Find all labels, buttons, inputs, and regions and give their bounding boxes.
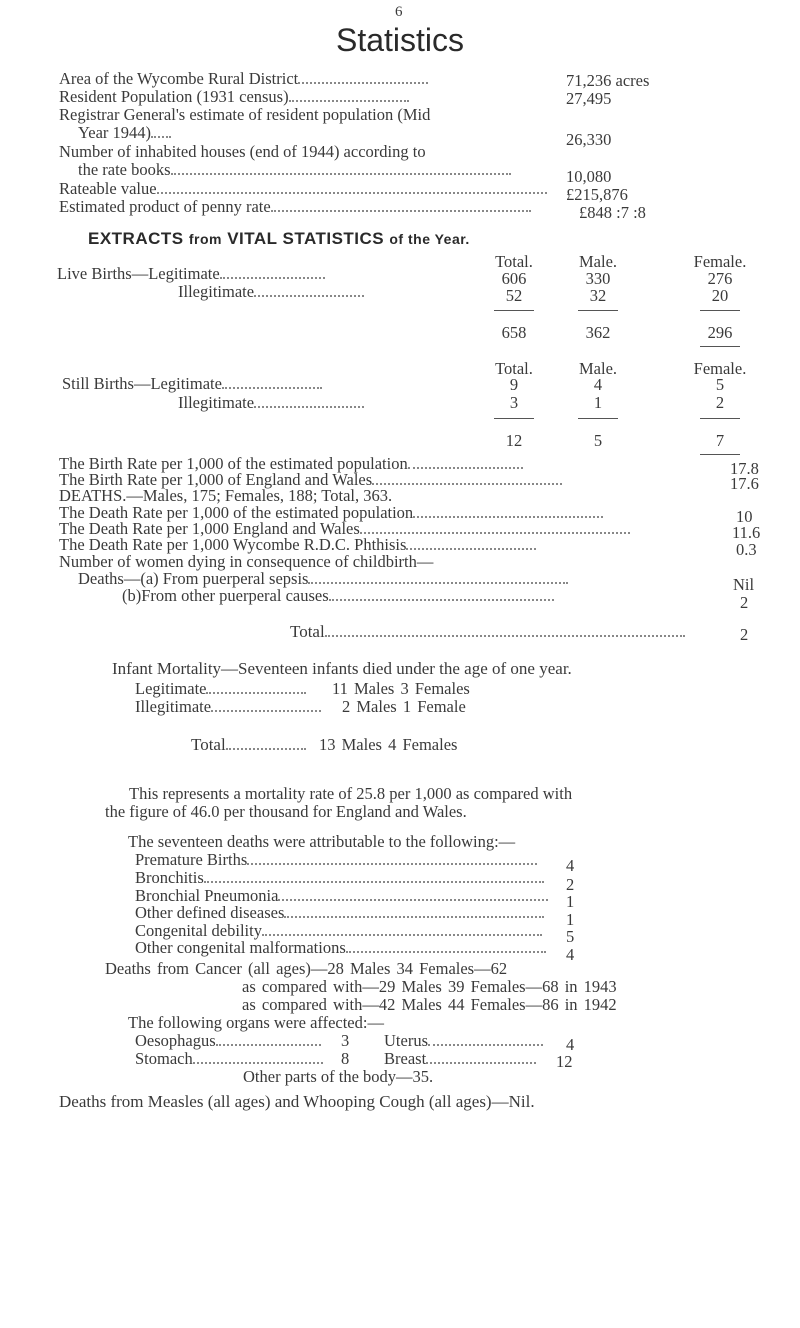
live-legit-label: Live Births—Legitimate <box>57 265 325 283</box>
death-rate-phthisis-label: The Death Rate per 1,000 Wycombe R.D.C. Phthisis <box>59 536 536 554</box>
live-illegit-male: 32 <box>589 286 607 305</box>
live-illegit-label: Illegitimate <box>178 283 364 301</box>
infant-total-value: 13 Males 4 Females <box>319 735 458 754</box>
live-rule-total <box>494 310 534 311</box>
still-total-total: 12 <box>505 431 523 450</box>
live-total-total: 658 <box>501 323 527 342</box>
birth-rate-estimated-label: The Birth Rate per 1,000 of the estimated population <box>59 455 523 473</box>
still-illegit-label: Illegitimate <box>178 394 364 412</box>
still-total-female: 7 <box>715 431 725 450</box>
cause-bronchitis-value: 2 <box>566 875 575 894</box>
live-illegit-female: 20 <box>711 286 729 305</box>
cause-bronchitis-label: Bronchitis <box>135 869 544 887</box>
infant-illegit-value: 2 Males 1 Female <box>342 697 466 716</box>
still-rule-male <box>578 418 618 419</box>
organ-oesophagus-label: Oesophagus <box>135 1032 321 1050</box>
death-rate-phthisis-value: 0.3 <box>736 540 757 559</box>
other-puerperal-value: 2 <box>740 593 749 612</box>
infant-intro: Infant Mortality—Seventeen infants died under the age of one year. <box>112 659 572 678</box>
houses-label-line2: the rate books <box>78 161 511 179</box>
death-rate-estimated-value: 10 <box>736 507 753 526</box>
cause-debility-value: 5 <box>566 927 575 946</box>
causes-intro: The seventeen deaths were attributable to the following:— <box>128 832 516 851</box>
cancer-line1: Deaths from Cancer (all ages)—28 Males 34 Females—62 <box>105 959 508 978</box>
cause-pneumonia-label: Bronchial Pneumonia <box>135 887 548 905</box>
death-rate-england-value: 11.6 <box>732 523 761 542</box>
extracts-heading: EXTRACTS from VITAL STATISTICS of the Year. <box>88 229 470 248</box>
organ-uterus-label: Uterus <box>384 1032 543 1050</box>
organ-stomach-value: 8 <box>341 1049 350 1068</box>
deaths-summary: DEATHS.—Males, 175; Females, 188; Total, 363. <box>59 486 393 505</box>
organ-oesophagus-value: 3 <box>341 1031 350 1050</box>
houses-label-line1: Number of inhabited houses (end of 1944) according to <box>59 142 426 161</box>
page-number: 6 <box>395 4 403 20</box>
population-label: Resident Population (1931 census) <box>59 88 409 106</box>
organ-breast-value: 12 <box>556 1052 573 1071</box>
infant-legit-value: 11 Males 3 Females <box>332 679 470 698</box>
death-rate-england-label: The Death Rate per 1,000 England and Wales <box>59 520 630 538</box>
death-rate-estimated-label: The Death Rate per 1,000 of the estimated population <box>59 504 603 522</box>
still-legit-female: 5 <box>715 375 725 394</box>
live-rule-female-2 <box>700 346 740 347</box>
page-title: Statistics <box>335 22 465 58</box>
still-header-male: Male. <box>578 359 618 378</box>
area-value: 71,236 acres <box>566 71 650 90</box>
live-legit-female: 276 <box>707 269 733 288</box>
live-legit-total: 606 <box>501 269 527 288</box>
still-total-male: 5 <box>593 431 603 450</box>
organ-breast-label: Breast <box>384 1050 536 1068</box>
maternal-total-value: 2 <box>740 625 749 644</box>
live-rule-female <box>700 310 740 311</box>
rateable-value: £215,876 <box>566 185 628 204</box>
live-header-total: Total. <box>495 252 533 271</box>
still-legit-male: 4 <box>593 375 603 394</box>
cause-debility-label: Congenital debility <box>135 922 542 940</box>
houses-value: 10,080 <box>566 167 612 186</box>
maternal-total-label: Total <box>290 623 685 641</box>
cancer-line3: as compared with—42 Males 44 Females—86 in 1942 <box>242 995 617 1014</box>
live-illegit-total: 52 <box>505 286 523 305</box>
area-label: Area of the Wycombe Rural District <box>59 70 428 88</box>
cause-other-defined-label: Other defined diseases <box>135 904 544 922</box>
estimate-value: 26,330 <box>566 130 612 149</box>
cause-premature-label: Premature Births <box>135 851 537 869</box>
cause-premature-value: 4 <box>566 856 575 875</box>
still-illegit-female: 2 <box>715 393 725 412</box>
still-legit-total: 9 <box>509 375 519 394</box>
organ-uterus-value: 4 <box>566 1035 575 1054</box>
live-total-male: 362 <box>585 323 611 342</box>
cause-malformations-label: Other congenital malformations <box>135 939 546 957</box>
live-total-female: 296 <box>707 323 733 342</box>
birth-rate-england-value: 17.6 <box>730 474 759 493</box>
estimate-label-line2: Year 1944) <box>78 124 171 142</box>
cause-malformations-value: 4 <box>566 945 575 964</box>
still-rule-female-2 <box>700 454 740 455</box>
still-rule-total <box>494 418 534 419</box>
infant-para-line1: This represents a mortality rate of 25.8 per 1,000 as compared with <box>129 784 573 803</box>
rateable-label: Rateable value <box>59 180 547 198</box>
organ-other-parts: Other parts of the body—35. <box>243 1067 434 1086</box>
cause-pneumonia-value: 1 <box>566 892 575 911</box>
infant-total-label: Total <box>191 736 306 754</box>
live-legit-male: 330 <box>585 269 611 288</box>
still-header-total: Total. <box>495 359 533 378</box>
infant-legit-label: Legitimate <box>135 680 306 698</box>
cancer-line2: as compared with—29 Males 39 Females—68 in 1943 <box>242 977 617 996</box>
sepsis-label: Deaths—(a) From puerperal sepsis <box>78 570 568 588</box>
still-illegit-total: 3 <box>509 393 519 412</box>
organs-intro: The following organs were affected:— <box>128 1013 384 1032</box>
population-value: 27,495 <box>566 89 612 108</box>
still-rule-female <box>700 418 740 419</box>
live-rule-male <box>578 310 618 311</box>
organ-stomach-label: Stomach <box>135 1050 323 1068</box>
other-puerperal-label: (b)From other puerperal causes <box>122 587 554 605</box>
still-legit-label: Still Births—Legitimate <box>62 375 322 393</box>
live-header-female: Female. <box>693 252 747 271</box>
sepsis-value: Nil <box>733 575 755 594</box>
still-header-female: Female. <box>693 359 747 378</box>
still-illegit-male: 1 <box>593 393 603 412</box>
live-header-male: Male. <box>578 252 618 271</box>
penny-rate-value: £848 :7 :8 <box>579 203 646 222</box>
cause-other-defined-value: 1 <box>566 910 575 929</box>
infant-para-line2: the figure of 46.0 per thousand for England and Wales. <box>105 802 467 821</box>
childbirth-heading: Number of women dying in consequence of childbirth— <box>59 552 434 571</box>
measles-whooping-cough: Deaths from Measles (all ages) and Whooping Cough (all ages)—Nil. <box>59 1092 535 1111</box>
penny-rate-label: Estimated product of penny rate <box>59 198 531 216</box>
birth-rate-estimated-value: 17.8 <box>730 459 759 478</box>
infant-illegit-label: Illegitimate <box>135 698 321 716</box>
estimate-label-line1: Registrar General's estimate of resident population (Mid <box>59 105 431 124</box>
birth-rate-england-label: The Birth Rate per 1,000 of England and Wales <box>59 471 562 489</box>
